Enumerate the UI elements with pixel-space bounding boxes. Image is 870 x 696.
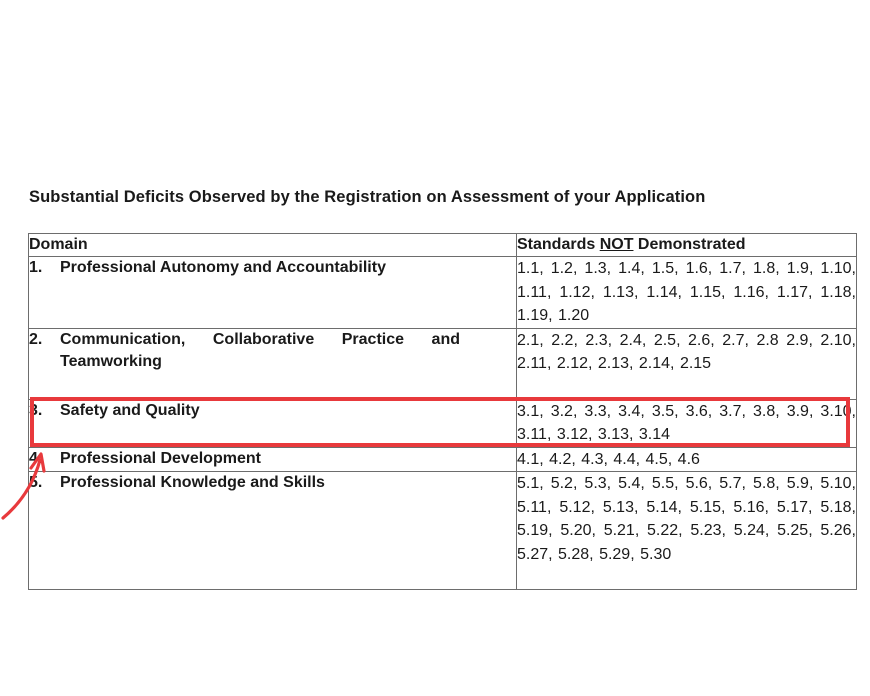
standards-cell [517,472,857,590]
domain-number: 2. [29,330,43,348]
standards-list: 3.1, 3.2, 3.3, 3.4, 3.5, 3.6, 3.7, 3.8, 3.9, 3.10, 3.11, 3.12, 3.13, 3.14 [517,402,856,443]
domain-name: Professional Autonomy and Accountability [60,259,386,276]
standards-list: 4.1, 4.2, 4.3, 4.4, 4.5, 4.6 [517,450,700,468]
table-row [29,399,857,447]
standards-list: 2.1, 2.2, 2.3, 2.4, 2.5, 2.6, 2.7, 2.8 2.9, 2.10, 2.11, 2.12, 2.13, 2.14, 2.15 [517,331,856,372]
standards-list: 5.1, 5.2, 5.3, 5.4, 5.5, 5.6, 5.7, 5.8, 5.9, 5.10, 5.11, 5.12, 5.13, 5.14, 5.15, 5.16, 5.17, 5.18, 5.19, 5.20, 5.21, 5.22, 5.23, 5.24, 5.25, 5.26, 5.27, 5.28, 5.29, 5.30 [517,475,856,563]
domain-name: Professional Knowledge and Skills [60,474,325,491]
domain-column-header: Domain [29,234,517,257]
domain-cell [29,328,517,399]
domain-cell [29,447,517,472]
domain-name: Professional Development [60,449,261,467]
standards-cell [517,257,857,329]
standards-header-prefix: Standards [517,236,600,253]
standards-list: 1.1, 1.2, 1.3, 1.4, 1.5, 1.6, 1.7, 1.8, 1.9, 1.10, 1.11, 1.12, 1.13, 1.14, 1.15, 1.16, 1.17, 1.18, 1.19, 1.20 [517,260,856,324]
table-row [29,257,857,329]
standards-cell [517,328,857,399]
domain-number: 5. [29,474,43,491]
table-row [29,447,857,472]
standards-header-suffix: Demonstrated [633,236,746,253]
domain-number: 4. [29,449,43,467]
standards-column-header [517,234,857,257]
domain-number: 1. [29,259,43,276]
domain-cell [29,472,517,590]
domain-name: Safety and Quality [60,401,200,419]
document-title: Substantial Deficits Observed by the Registration on Assessment of your Application [29,188,706,206]
table-header-row [29,234,857,257]
domain-number: 3. [29,401,43,419]
table-row [29,472,857,590]
standards-header-not: NOT [599,236,634,253]
domain-name: Communication, Collaborative Practice and Teamworking [60,330,460,370]
domain-cell [29,257,517,329]
table-row [29,328,857,399]
domain-cell [29,399,517,447]
standards-cell [517,399,857,447]
deficits-table [28,233,857,590]
standards-cell [517,447,857,472]
